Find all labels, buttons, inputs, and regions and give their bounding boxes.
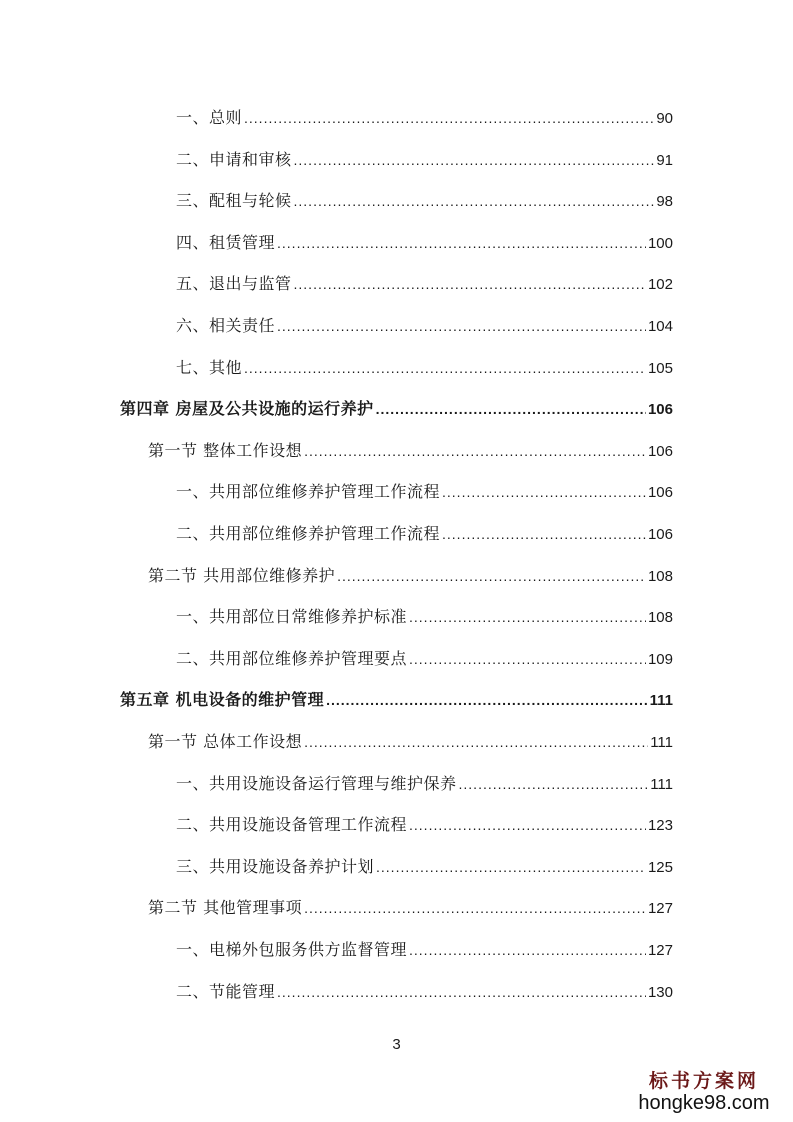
toc-entry-title: 第二节 共用部位维修养护 <box>148 565 336 585</box>
toc-entry[interactable] <box>148 896 673 920</box>
toc-dot-leader <box>409 605 646 629</box>
toc-entry-page: 104 <box>647 318 673 335</box>
toc-dot-leader <box>244 356 646 380</box>
toc-entry-page: 102 <box>647 276 673 294</box>
toc-entry-page: 130 <box>647 983 673 1001</box>
toc-entry-title: 五、退出与监管 <box>176 274 292 294</box>
toc-entry-page: 100 <box>647 234 673 252</box>
toc-entry[interactable] <box>176 772 673 796</box>
toc-entry[interactable] <box>148 439 673 463</box>
toc-entry-page: 111 <box>650 734 673 751</box>
toc-entry[interactable] <box>176 938 673 962</box>
toc-dot-leader <box>294 189 655 213</box>
toc-entry-page: 91 <box>656 151 673 169</box>
toc-entry-title: 第五章 机电设备的维护管理 <box>120 690 325 710</box>
toc-entry-title: 二、节能管理 <box>176 981 276 1001</box>
toc-entry[interactable] <box>176 106 673 130</box>
toc-entry-page: 123 <box>647 817 673 835</box>
toc-dot-leader <box>376 855 646 879</box>
toc-dot-leader <box>409 813 646 837</box>
toc-entry-title: 三、配租与轮候 <box>176 191 292 211</box>
toc-dot-leader <box>244 106 654 130</box>
toc-entry-page: 125 <box>647 858 673 876</box>
toc-dot-leader <box>277 231 646 255</box>
toc-entry[interactable] <box>120 688 673 712</box>
toc-entry[interactable] <box>176 647 673 671</box>
toc-entry-title: 二、申请和审核 <box>176 149 292 169</box>
toc-entry-title: 二、共用设施设备管理工作流程 <box>176 815 408 835</box>
toc-dot-leader <box>409 938 646 962</box>
toc-entry[interactable] <box>176 522 673 546</box>
toc-entry[interactable] <box>176 813 673 837</box>
toc-entry[interactable] <box>176 855 673 879</box>
toc-entry-title: 第一节 整体工作设想 <box>148 440 303 460</box>
toc-entry-page: 108 <box>647 609 673 627</box>
toc-entry[interactable] <box>148 564 673 588</box>
toc-entry[interactable] <box>176 272 673 296</box>
toc-entry-title: 一、总则 <box>176 108 243 127</box>
toc-entry-title: 第一节 总体工作设想 <box>148 732 303 751</box>
toc-entry-page: 106 <box>647 484 673 502</box>
toc-dot-leader <box>442 522 646 546</box>
toc-dot-leader <box>326 688 648 712</box>
toc-entry[interactable] <box>176 189 673 213</box>
toc-entry-page: 105 <box>647 359 673 377</box>
toc-entry[interactable] <box>176 605 673 629</box>
toc-entry-page: 127 <box>647 942 673 959</box>
toc-dot-leader <box>277 980 646 1004</box>
toc-entry-page: 98 <box>656 193 673 211</box>
toc-entry[interactable] <box>148 730 673 754</box>
toc-dot-leader <box>442 480 646 504</box>
toc-dot-leader <box>277 314 646 338</box>
toc-entry[interactable] <box>176 356 673 380</box>
toc-entry-title: 一、共用设施设备运行管理与维护保养 <box>176 773 457 793</box>
toc-entry-title: 三、共用设施设备养护计划 <box>176 856 375 876</box>
toc-entry-page: 111 <box>650 775 673 793</box>
toc-entry-page: 106 <box>647 401 673 419</box>
watermark-name: 标书方案网 <box>648 1070 759 1092</box>
toc-entry-title: 一、共用部位维修养护管理工作流程 <box>176 482 441 502</box>
toc-entry-title: 二、共用部位维修养护管理工作流程 <box>176 524 441 543</box>
toc-entry-title: 第四章 房屋及公共设施的运行养护 <box>120 399 374 419</box>
toc-entry[interactable] <box>120 397 673 421</box>
toc-entry-title: 一、电梯外包服务供方监督管理 <box>176 940 408 959</box>
toc-entry-page: 109 <box>647 650 673 668</box>
page-number: 3 <box>392 1036 401 1053</box>
watermark-site: hongke98.com <box>638 1092 770 1114</box>
toc-dot-leader <box>409 647 646 671</box>
toc-entry-title: 七、其他 <box>176 357 243 377</box>
toc-dot-leader <box>304 730 648 754</box>
toc-entry-page: 106 <box>647 526 673 543</box>
toc-entry-title: 二、共用部位维修养护管理要点 <box>176 648 408 668</box>
toc-entry-page: 108 <box>647 567 673 585</box>
toc-entry-page: 90 <box>656 110 673 127</box>
toc-entry-title: 六、相关责任 <box>176 316 276 335</box>
watermark <box>629 1070 779 1116</box>
toc-dot-leader <box>294 148 655 172</box>
toc-dot-leader <box>459 772 649 796</box>
toc-entry-page: 106 <box>647 442 673 460</box>
toc-dot-leader <box>337 564 646 588</box>
toc-entry[interactable] <box>176 314 673 338</box>
toc-entry-title: 一、共用部位日常维修养护标准 <box>176 607 408 627</box>
toc-entry[interactable] <box>176 231 673 255</box>
toc-dot-leader <box>304 439 646 463</box>
toc-entry-title: 第二节 其他管理事项 <box>148 898 303 918</box>
toc-dot-leader <box>304 896 646 920</box>
toc-entry[interactable] <box>176 148 673 172</box>
toc-entry-title: 四、租赁管理 <box>176 232 276 252</box>
toc-dot-leader <box>376 397 646 421</box>
toc-entry-page: 127 <box>647 900 673 918</box>
toc-entry[interactable] <box>176 980 673 1004</box>
toc-entry-page: 111 <box>649 692 673 710</box>
toc-dot-leader <box>294 272 646 296</box>
toc-entry[interactable] <box>176 480 673 504</box>
